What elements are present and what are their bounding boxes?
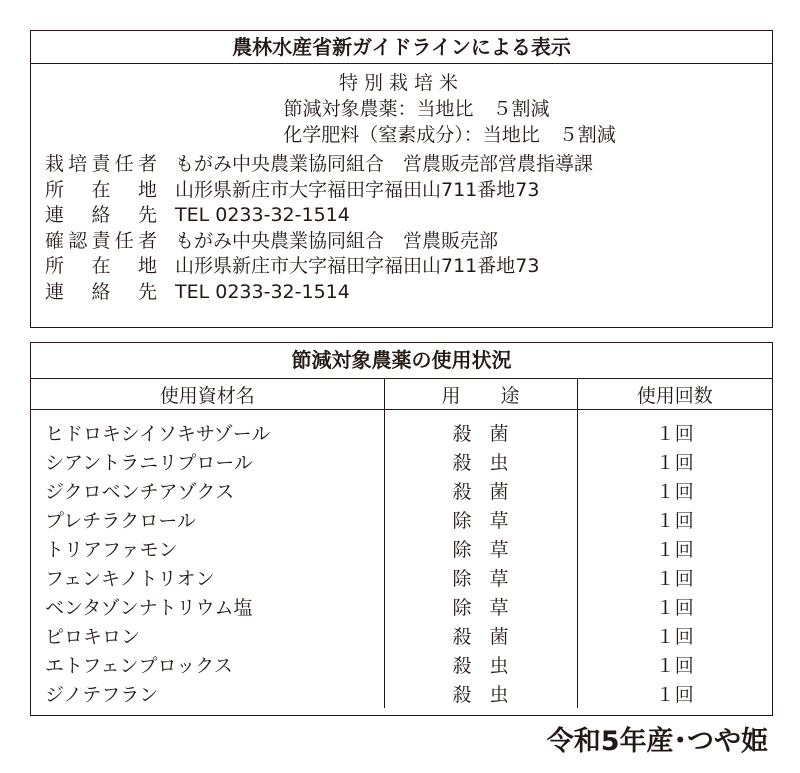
pesticide-count: １回 bbox=[655, 423, 694, 445]
pesticide-reduction-line: 節減対象農薬：当地比 ５割減 bbox=[283, 98, 550, 120]
pesticide-count: １回 bbox=[655, 655, 694, 677]
table-row bbox=[31, 476, 772, 505]
info-label: 栽 培 責 任 者 bbox=[45, 153, 157, 175]
column-header-name: 使用資材名 bbox=[31, 379, 384, 410]
responsibility-info bbox=[31, 152, 772, 305]
pesticide-use: 殺菌 bbox=[384, 418, 577, 447]
pesticide-name: ジノテフラン bbox=[31, 679, 384, 708]
pesticide-use: 殺虫 bbox=[384, 650, 577, 679]
pesticide-name: ジクロベンチアゾクス bbox=[31, 476, 384, 505]
pesticide-count: １回 bbox=[655, 452, 694, 474]
table-row bbox=[31, 563, 772, 592]
pesticide-count: １回 bbox=[655, 568, 694, 590]
table-row bbox=[31, 534, 772, 563]
pesticide-use: 除草 bbox=[384, 505, 577, 534]
info-value: もがみ中央農業協同組合 営農販売部営農指導課 bbox=[175, 153, 594, 175]
pesticide-name: ベンタゾンナトリウム塩 bbox=[31, 592, 384, 621]
info-label: 連 絡 先 bbox=[45, 280, 157, 303]
pesticide-name: エトフェンプロックス bbox=[31, 650, 384, 679]
pesticide-count: １回 bbox=[655, 626, 694, 648]
info-row-contact bbox=[31, 280, 772, 306]
pesticide-use: 殺虫 bbox=[384, 679, 577, 708]
guideline-box bbox=[30, 30, 773, 328]
pesticide-use: 除草 bbox=[384, 534, 577, 563]
info-row-grower bbox=[31, 152, 772, 178]
column-header-count: 使用回数 bbox=[577, 379, 772, 410]
info-row-address bbox=[31, 254, 772, 280]
product-label: 令和5年産･つや姫 bbox=[546, 726, 768, 757]
table-row bbox=[31, 679, 772, 708]
table-header-row bbox=[31, 379, 772, 410]
table-row bbox=[31, 592, 772, 621]
info-value: もがみ中央農業協同組合 営農販売部 bbox=[175, 229, 499, 252]
guideline-title: 農林水産省新ガイドラインによる表示 bbox=[31, 31, 772, 64]
info-value: TEL 0233-32-1514 bbox=[175, 280, 350, 303]
pesticide-use: 除草 bbox=[384, 563, 577, 592]
fertilizer-reduction-line: 化学肥料（窒素成分）：当地比 ５割減 bbox=[283, 124, 616, 146]
special-cultivation-label: 特別栽培米 bbox=[338, 72, 464, 94]
pesticide-name: フェンキノトリオン bbox=[31, 563, 384, 592]
table-row bbox=[31, 650, 772, 679]
info-value: TEL 0233-32-1514 bbox=[175, 204, 350, 226]
pesticide-usage-title: 節減対象農薬の使用状況 bbox=[31, 343, 772, 379]
table-row bbox=[31, 621, 772, 650]
pesticide-count: １回 bbox=[655, 539, 694, 561]
table-row bbox=[31, 447, 772, 476]
info-label: 所 在 地 bbox=[45, 255, 157, 277]
pesticide-name: ヒドロキシイソキサゾール bbox=[31, 418, 384, 447]
info-value: 山形県新庄市大字福田字福田山711番地73 bbox=[175, 178, 540, 201]
info-label: 確 認 責 任 者 bbox=[45, 229, 157, 252]
pesticide-name: プレチラクロール bbox=[31, 505, 384, 534]
info-row-address bbox=[31, 178, 772, 204]
pesticide-count: １回 bbox=[655, 510, 694, 532]
pesticide-count: １回 bbox=[655, 684, 694, 706]
info-label: 所 在 地 bbox=[45, 178, 157, 201]
pesticide-name: ピロキロン bbox=[31, 621, 384, 650]
pesticide-name: シアントラニリプロール bbox=[31, 447, 384, 476]
pesticide-count: １回 bbox=[655, 597, 694, 619]
pesticide-use: 除草 bbox=[384, 592, 577, 621]
pesticide-table bbox=[31, 379, 772, 708]
pesticide-use: 殺菌 bbox=[384, 621, 577, 650]
pesticide-usage-box bbox=[30, 342, 773, 716]
pesticide-use: 殺菌 bbox=[384, 476, 577, 505]
pesticide-use: 殺虫 bbox=[384, 447, 577, 476]
info-label: 連 絡 先 bbox=[45, 204, 157, 226]
pesticide-name: トリアファモン bbox=[31, 534, 384, 563]
table-row bbox=[31, 505, 772, 534]
column-header-use: 用途 bbox=[384, 379, 577, 410]
info-value: 山形県新庄市大字福田字福田山711番地73 bbox=[175, 255, 540, 277]
table-row bbox=[31, 418, 772, 447]
info-row-contact bbox=[31, 203, 772, 229]
info-row-verifier bbox=[31, 229, 772, 255]
pesticide-count: １回 bbox=[655, 481, 694, 503]
